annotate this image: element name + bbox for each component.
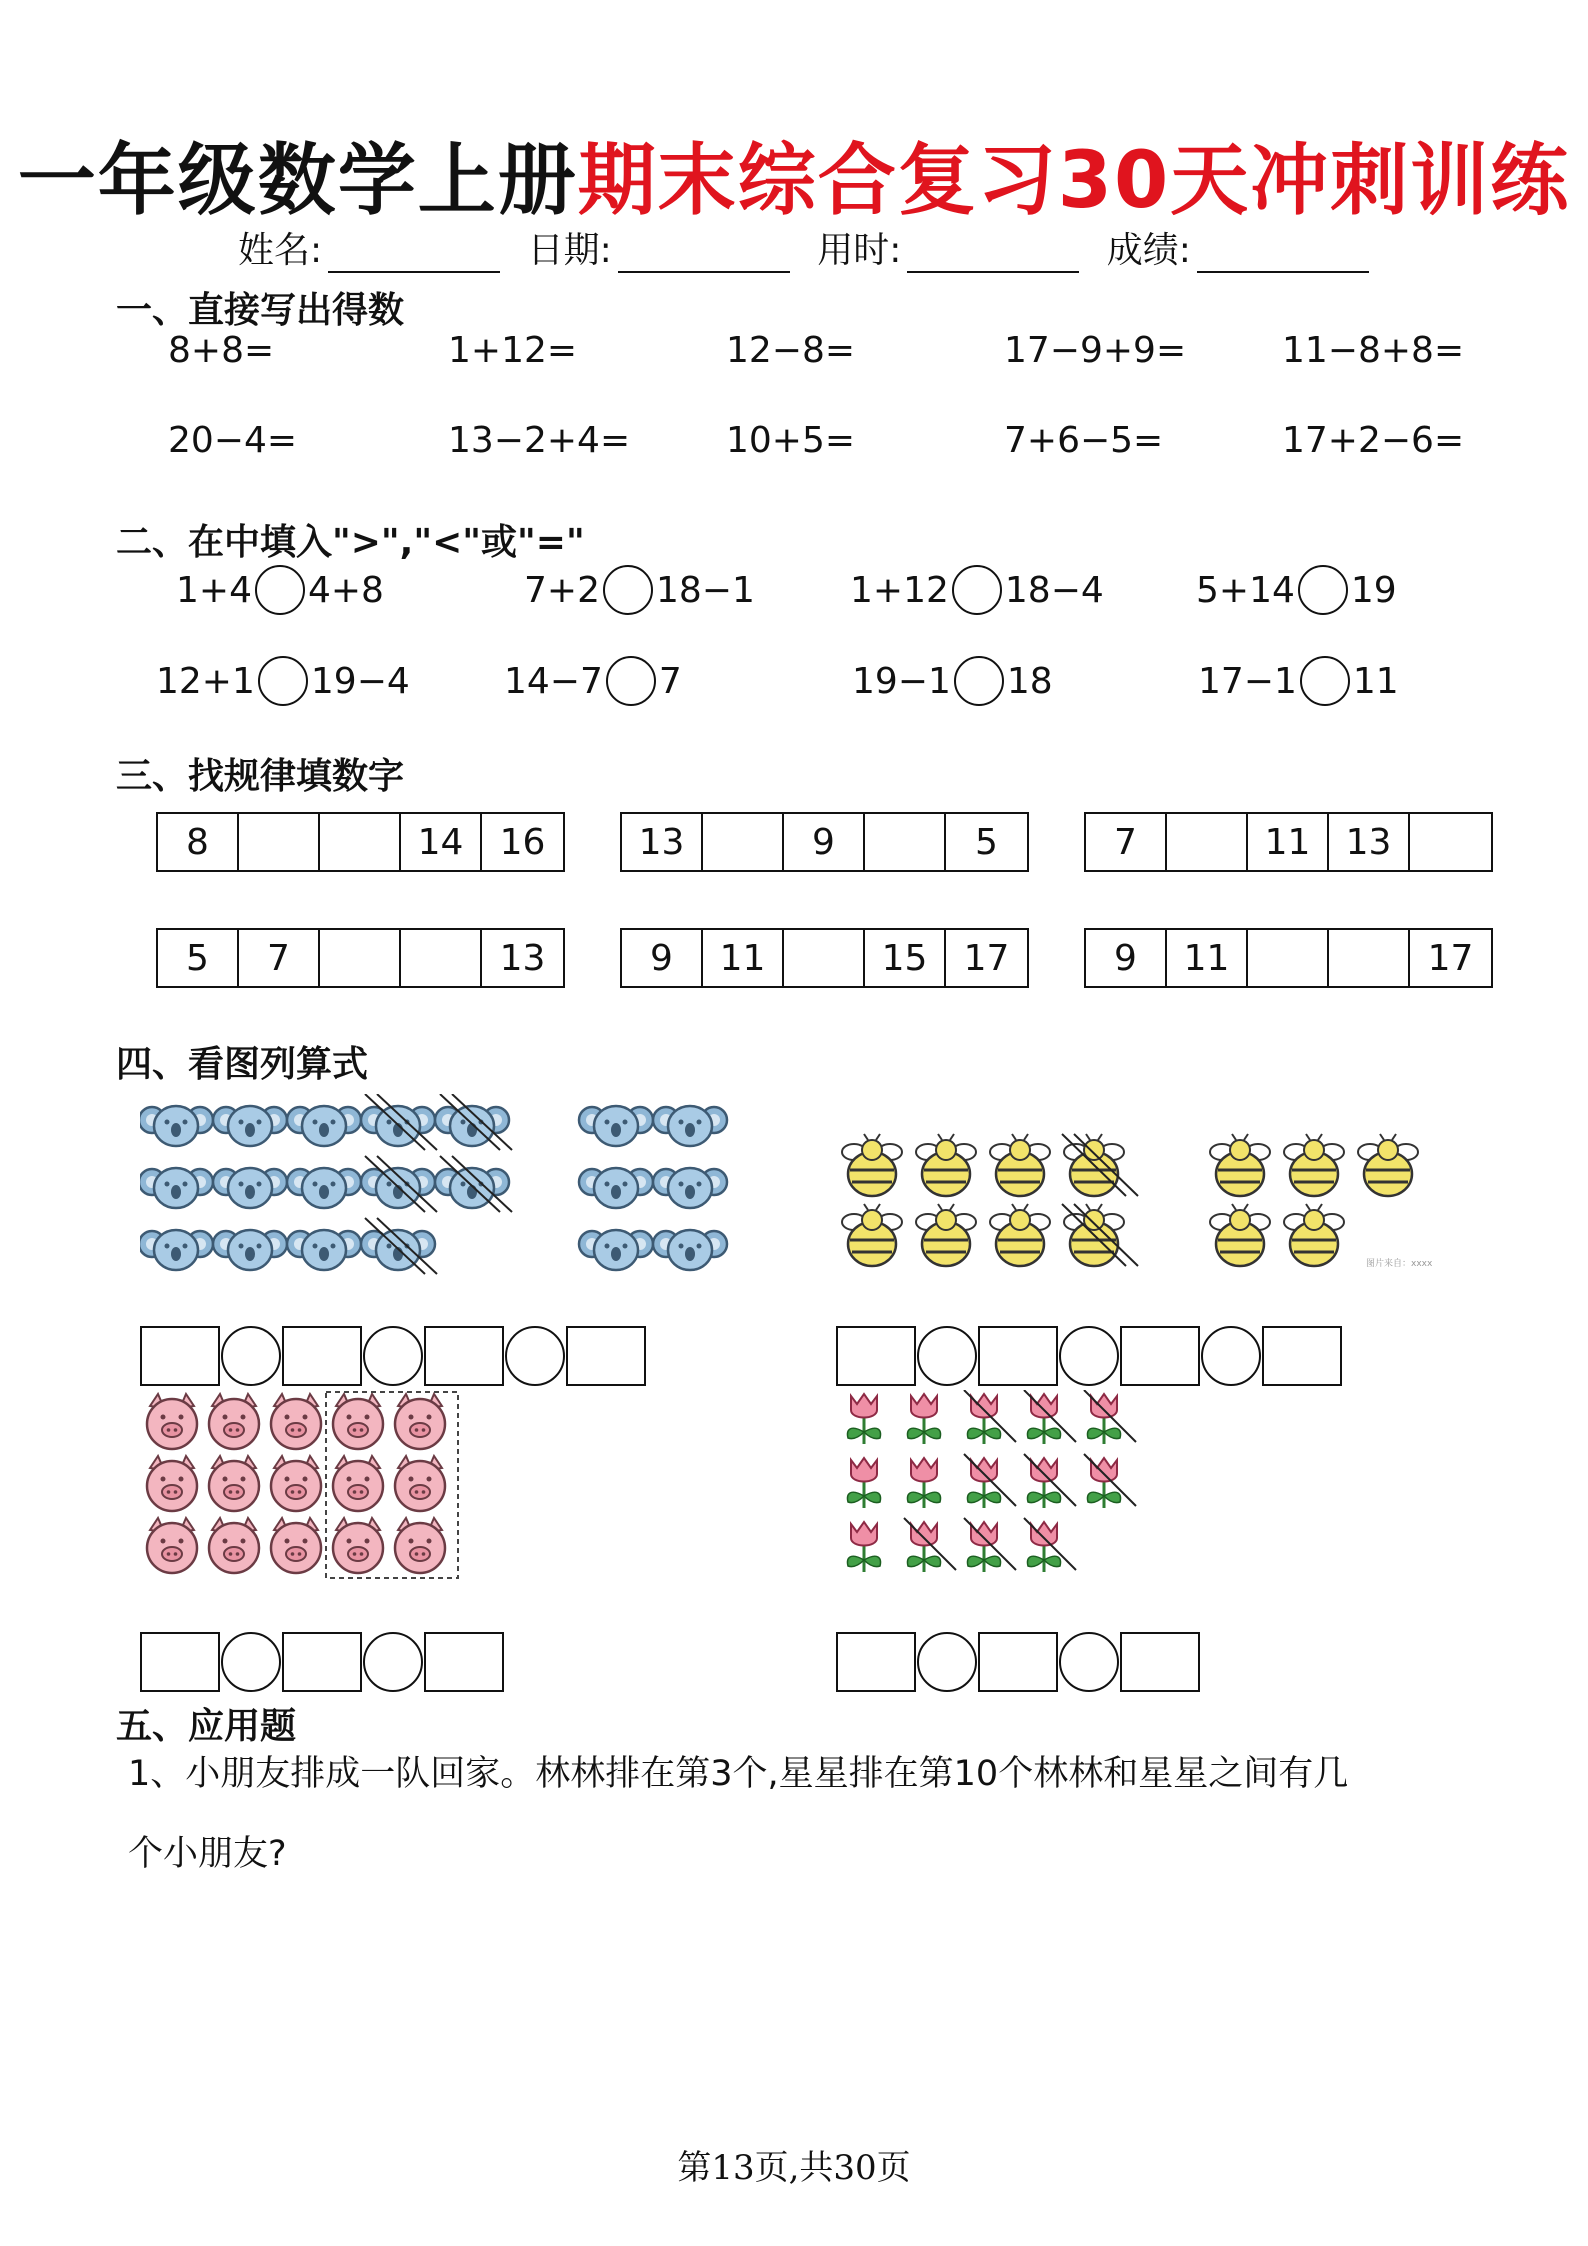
score-label: 成绩: xyxy=(1106,230,1191,271)
sequence-cell[interactable] xyxy=(320,814,401,870)
sequence-cell[interactable] xyxy=(320,930,401,986)
equation: 8+8= xyxy=(168,330,275,371)
sequence-cell[interactable] xyxy=(401,930,482,986)
sequence-cell[interactable]: 7 xyxy=(1086,814,1167,870)
date-blank[interactable] xyxy=(618,241,790,273)
equation: 10+5= xyxy=(726,420,856,461)
pig-grid xyxy=(147,1394,445,1573)
sequence-cell[interactable]: 5 xyxy=(158,930,239,986)
section1-heading: 一、直接写出得数 xyxy=(116,290,405,331)
compare-left: 14−7 xyxy=(504,660,603,702)
sequence-cell[interactable]: 15 xyxy=(865,930,946,986)
operator-circle[interactable] xyxy=(363,1326,423,1386)
equation: 20−4= xyxy=(168,420,298,461)
compare-right: 18 xyxy=(1006,660,1053,702)
sequence-cell[interactable] xyxy=(865,814,946,870)
answer-box[interactable] xyxy=(978,1326,1058,1386)
sequence-cell[interactable]: 17 xyxy=(1427,937,1474,979)
answer-box[interactable] xyxy=(1262,1326,1342,1386)
compare-left: 12+1 xyxy=(156,660,255,702)
compare-left: 17−1 xyxy=(1198,660,1297,702)
page-number: 第13页,共30页 xyxy=(677,2148,911,2188)
section5-heading: 五、应用题 xyxy=(116,1706,297,1747)
sequence-cell[interactable]: 5 xyxy=(975,821,998,863)
compare-right: 19 xyxy=(1350,569,1397,611)
compare-item xyxy=(156,656,410,706)
koala-picture xyxy=(140,1094,740,1294)
answer-box[interactable] xyxy=(836,1326,916,1386)
answer-box[interactable] xyxy=(1120,1326,1200,1386)
answer-box[interactable] xyxy=(140,1632,220,1692)
title-red: 期末综合复习30天冲刺训练 xyxy=(577,136,1571,226)
title-black: 一年级数学上册 xyxy=(17,136,578,226)
sequence-cell[interactable]: 9 xyxy=(784,814,865,870)
compare-item xyxy=(524,565,755,615)
word-problem-line2: 个小朋友? xyxy=(128,1834,287,1874)
sequence-cell[interactable] xyxy=(1410,814,1491,870)
sequence-cell[interactable] xyxy=(703,814,784,870)
compare-circle[interactable] xyxy=(255,565,305,615)
answer-box[interactable] xyxy=(978,1632,1058,1692)
compare-item xyxy=(1196,565,1397,615)
compare-circle[interactable] xyxy=(603,565,653,615)
sequence-row xyxy=(1084,812,1493,872)
tulip-grid xyxy=(848,1394,1121,1572)
compare-left: 19−1 xyxy=(852,660,951,702)
section2-heading: 二、在中填入">","<"或"=" xyxy=(116,522,585,563)
time-label: 用时: xyxy=(817,230,902,271)
answer-box[interactable] xyxy=(836,1632,916,1692)
sequence-cell[interactable] xyxy=(1167,814,1248,870)
sequence-row xyxy=(156,928,565,988)
sequence-row xyxy=(1084,928,1493,988)
answer-box[interactable] xyxy=(424,1632,504,1692)
answer-box[interactable] xyxy=(566,1326,646,1386)
compare-right: 11 xyxy=(1352,660,1399,702)
sequence-cell[interactable] xyxy=(239,814,320,870)
sequence-cell[interactable]: 13 xyxy=(1329,814,1410,870)
time-blank[interactable] xyxy=(907,241,1079,273)
compare-left: 7+2 xyxy=(524,569,600,611)
sequence-row xyxy=(156,812,565,872)
compare-right: 18−1 xyxy=(655,569,755,611)
sequence-cell[interactable]: 8 xyxy=(158,814,239,870)
compare-right: 7 xyxy=(658,660,682,702)
operator-circle[interactable] xyxy=(917,1326,977,1386)
equation: 13−2+4= xyxy=(448,420,631,461)
sequence-cell[interactable]: 7 xyxy=(239,930,320,986)
sequence-cell[interactable]: 11 xyxy=(703,930,784,986)
answer-row xyxy=(140,1326,646,1386)
compare-circle[interactable] xyxy=(1300,656,1350,706)
operator-circle[interactable] xyxy=(221,1326,281,1386)
sequence-row xyxy=(620,812,1029,872)
answer-row xyxy=(140,1632,504,1692)
compare-circle[interactable] xyxy=(1298,565,1348,615)
compare-item xyxy=(176,565,384,615)
sequence-cell[interactable] xyxy=(784,930,865,986)
compare-circle[interactable] xyxy=(952,565,1002,615)
name-label: 姓名: xyxy=(238,230,323,271)
section4-heading: 四、看图列算式 xyxy=(116,1044,369,1085)
answer-box[interactable] xyxy=(282,1326,362,1386)
compare-circle[interactable] xyxy=(606,656,656,706)
word-problem-line1: 1、小朋友排成一队回家。林林排在第3个,星星排在第10个林林和星星之间有几 xyxy=(128,1754,1349,1794)
answer-row xyxy=(836,1632,1200,1692)
operator-circle[interactable] xyxy=(221,1632,281,1692)
equation: 1+12= xyxy=(448,330,578,371)
sequence-cell[interactable]: 14 xyxy=(401,814,482,870)
compare-item xyxy=(852,656,1053,706)
compare-left: 1+4 xyxy=(176,569,252,611)
compare-item xyxy=(504,656,682,706)
compare-right: 18−4 xyxy=(1004,569,1104,611)
sequence-cell[interactable] xyxy=(1329,930,1410,986)
equation: 7+6−5= xyxy=(1004,420,1164,461)
answer-box[interactable] xyxy=(140,1326,220,1386)
sequence-cell[interactable]: 11 xyxy=(1167,930,1248,986)
compare-circle[interactable] xyxy=(258,656,308,706)
equation: 17−9+9= xyxy=(1004,330,1187,371)
compare-item xyxy=(850,565,1104,615)
date-label: 日期: xyxy=(527,230,612,271)
info-line xyxy=(238,222,1385,273)
tulip-picture xyxy=(836,1390,1156,1580)
operator-circle[interactable] xyxy=(1059,1326,1119,1386)
sequence-cell[interactable]: 9 xyxy=(622,930,703,986)
compare-left: 5+14 xyxy=(1196,569,1295,611)
sequence-cell[interactable]: 9 xyxy=(1086,930,1167,986)
koala-row-1 xyxy=(140,1106,727,1146)
bee-row-1 xyxy=(842,1134,1418,1196)
compare-circle[interactable] xyxy=(954,656,1004,706)
section3-heading: 三、找规律填数字 xyxy=(116,756,405,797)
sequence-cell[interactable] xyxy=(1248,930,1329,986)
sequence-cell[interactable]: 16 xyxy=(499,821,546,863)
page-title xyxy=(0,118,1588,230)
answer-box[interactable] xyxy=(282,1632,362,1692)
operator-circle[interactable] xyxy=(363,1632,423,1692)
sequence-row xyxy=(620,928,1029,988)
operator-circle[interactable] xyxy=(1059,1632,1119,1692)
koala-row-3 xyxy=(140,1230,727,1270)
sequence-cell[interactable]: 17 xyxy=(963,937,1010,979)
name-blank[interactable] xyxy=(328,241,500,273)
watermark: 图片来自：xxxx xyxy=(1366,1259,1433,1269)
compare-right: 4+8 xyxy=(307,569,384,611)
equation: 11−8+8= xyxy=(1282,330,1465,371)
koala-row-2 xyxy=(140,1168,727,1208)
compare-item xyxy=(1198,656,1399,706)
bee-picture xyxy=(836,1126,1436,1286)
operator-circle[interactable] xyxy=(505,1326,565,1386)
equation: 17+2−6= xyxy=(1282,420,1465,461)
compare-left: 1+12 xyxy=(850,569,949,611)
answer-box[interactable] xyxy=(424,1326,504,1386)
sequence-cell[interactable]: 13 xyxy=(499,937,546,979)
equation: 12−8= xyxy=(726,330,856,371)
score-blank[interactable] xyxy=(1197,241,1369,273)
operator-circle[interactable] xyxy=(917,1632,977,1692)
compare-right: 19−4 xyxy=(310,660,410,702)
pig-picture xyxy=(140,1390,460,1580)
sequence-cell[interactable]: 13 xyxy=(622,814,703,870)
sequence-cell[interactable]: 11 xyxy=(1248,814,1329,870)
operator-circle[interactable] xyxy=(1201,1326,1261,1386)
answer-box[interactable] xyxy=(1120,1632,1200,1692)
answer-row xyxy=(836,1326,1342,1386)
